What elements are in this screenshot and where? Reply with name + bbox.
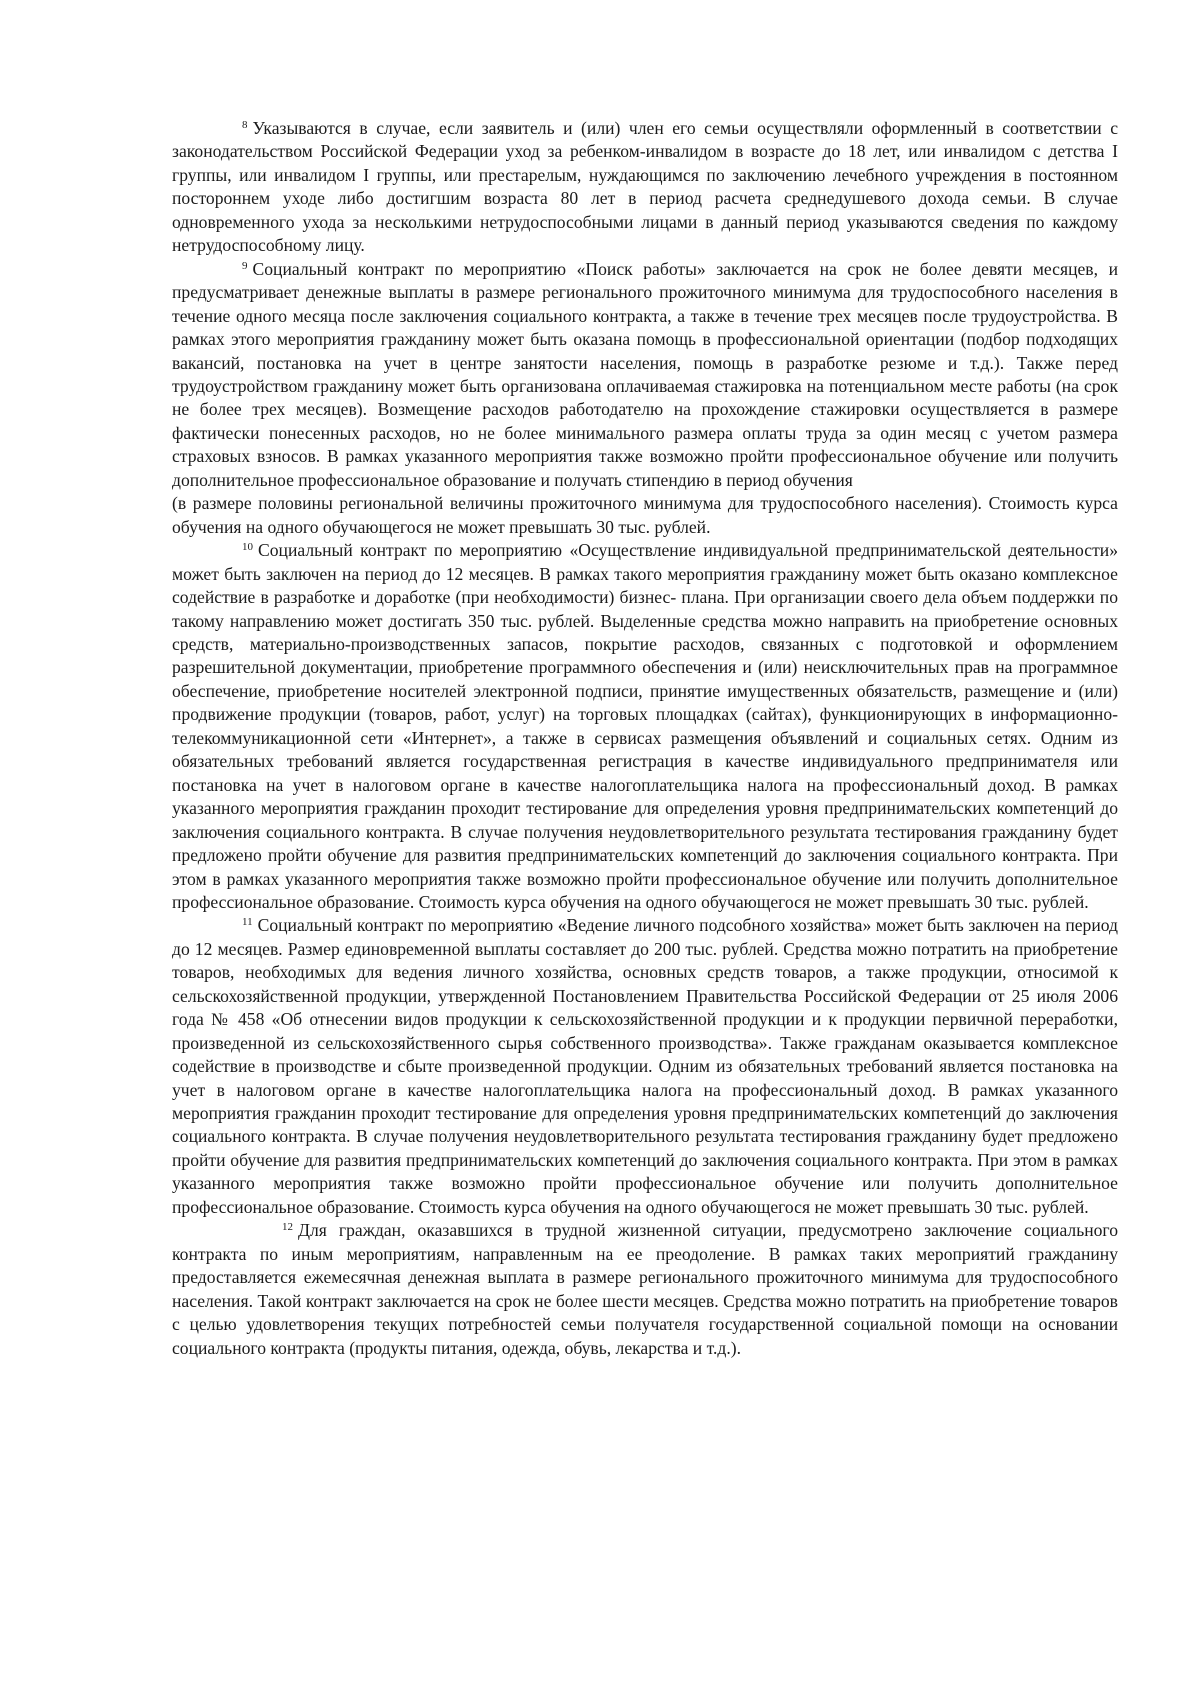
footnote-12 [172,1219,1118,1360]
footnote-8 [172,117,1118,258]
footnote-number: 8 [242,119,248,131]
footnote-number: 10 [242,541,253,554]
footnote-10 [172,539,1118,914]
footnote-number: 11 [242,916,253,929]
footnote-9 [172,258,1118,493]
footnote-text: Для граждан, оказавшихся в трудной жизненной ситуации, предусмотрено заключение социального контракта по иным мероприятиям, направленным на ее преодоление. В рамках таких мероприятий гражданину предоставляется ежемесячная денежная выплата в размере регионального прожиточного минимума для трудоспособного населения. Такой контракт заключается на срок не более шести месяцев. Средства можно потратить на приобретение товаров с целью удовлетворения текущих потребностей семьи получателя государственной социальной помощи на основании социального контракта (продукты питания, одежда, обувь, лекарства и т.д.). [172,1220,1118,1358]
footnote-number: 9 [242,259,248,272]
footnote-9-continuation: (в размере половины региональной величины прожиточного минимума для трудоспособного населения). Стоимость курса обучения на одного обучающегося не может превышать 30 тыс. рублей. [172,493,1118,537]
footnote-text: Указываются в случае, если заявитель и (или) член его семьи осуществляли оформленный в соответствии с законодательством Российской Федерации уход за ребенком-инвалидом в возрасте до 18 лет, или инвалидом с детства I группы, или инвалидом I группы, или престарелым, нуждающимся по заключению лечебного учреждения в постоянном постороннем уходе либо достигшим возраста 80 лет в период расчета среднедушевого дохода семьи. В случае одновременного ухода за несколькими нетрудоспособными лицами в данный период указываются сведения по каждому нетрудоспособному лицу. [172,118,1118,256]
footnote-text: Социальный контракт по мероприятию «Осуществление индивидуальной предпринимательской деятельности» может быть заключен на период до 12 месяцев. В рамках такого мероприятия гражданину может быть оказано комплексное содействие в разработке и доработке (при необходимости) бизнес- плана. При организации своего дела объем поддержки по такому направлению может достигать 350 тыс. рублей. Выделенные средства можно направить на приобретение основных средств, материально-производственных запасов, покрытие расходов, связанных с подготовкой и оформлением разрешительной документации, приобретение программного обеспечения и (или) неисключительных прав на программное обеспечение, приобретение носителей электронной подписи, принятие имущественных обязательств, размещение и (или) продвижение продукции (товаров, работ, услуг) на торговых площадках (сайтах), функционирующих в информационно-телекоммуникационной сети «Интернет», а также в сервисах размещения объявлений и социальных сетях. Одним из обязательных требований является государственная регистрация в качестве индивидуального предпринимателя или постановка на учет в налоговом органе в качестве налогоплательщика налога на профессиональный доход. В рамках указанного мероприятия гражданин проходит тестирование для определения уровня предпринимательских компетенций до заключения социального контракта. В случае получения неудовлетворительного результата тестирования гражданину будет предложено пройти обучение для развития предпринимательских компетенций до заключения социального контракта. При этом в рамках указанного мероприятия также возможно пройти профессиональное обучение или получить дополнительное профессиональное образование. Стоимость курса обучения на одного обучающегося не может превышать 30 тыс. рублей. [172,540,1118,912]
footnote-text: Социальный контракт по мероприятию «Ведение личного подсобного хозяйства» может быть заключен на период до 12 месяцев. Размер единовременной выплаты составляет до 200 тыс. рублей. Средства можно потратить на приобретение товаров, необходимых для ведения личного хозяйства, основных средств товаров, а также продукции, относимой к сельскохозяйственной продукции, утвержденной Постановлением Правительства Российской Федерации от 25 июля 2006 года № 458 «Об отнесении видов продукции к сельскохозяйственной продукции и к продукции первичной переработки, произведенной из сельскохозяйственного сырья собственного производства». Также гражданам оказывается комплексное содействие в производстве и сбыте произведенной продукции. Одним из обязательных требований является постановка на учет в налоговом органе в качестве налогоплательщика налога на профессиональный доход. В рамках указанного мероприятия гражданин проходит тестирование для определения уровня предпринимательских компетенций до заключения социального контракта. В случае получения неудовлетворительного результата тестирования гражданину будет предложено пройти обучение для развития предпринимательских компетенций до заключения социального контракта. При этом в рамках указанного мероприятия также возможно пройти профессиональное обучение или получить дополнительное профессиональное образование. Стоимость курса обучения на одного обучающегося не может превышать 30 тыс. рублей. [172,915,1118,1217]
footnote-11 [172,914,1118,1219]
footnotes-block [172,117,1118,1360]
footnote-text: Социальный контракт по мероприятию «Поиск работы» заключается на срок не более девяти месяцев, и предусматривает денежные выплаты в размере регионального прожиточного минимума для трудоспособного населения в течение одного месяца после заключения социального контракта, а также в течение трех месяцев после трудоустройства. В рамках этого мероприятия гражданину может быть оказана помощь в профессиональной ориентации (подбор подходящих вакансий, постановка на учет в центре занятости населения, помощь в разработке резюме и т.д.). Также перед трудоустройством гражданину может быть организована оплачиваемая стажировка на потенциальном месте работы (на срок не более трех месяцев). Возмещение расходов работодателю на прохождение стажировки осуществляется в размере фактически понесенных расходов, но не более минимального размера оплаты труда за один месяц с учетом размера страховых взносов. В рамках указанного мероприятия также возможно пройти профессиональное обучение или получить дополнительное профессиональное образование и получать стипендию в период обучения [172,258,1118,490]
footnote-number: 12 [282,1221,293,1234]
